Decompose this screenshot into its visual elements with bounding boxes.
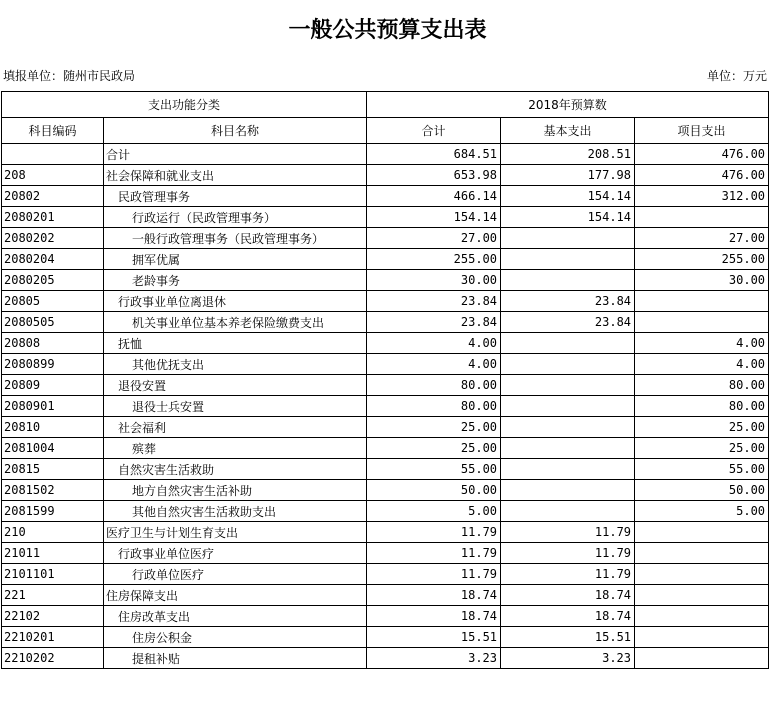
cell-name: 民政管理事务 <box>104 186 367 207</box>
cell-code <box>2 144 104 165</box>
cell-code: 20809 <box>2 375 104 396</box>
cell-project: 50.00 <box>635 480 769 501</box>
cell-project: 4.00 <box>635 333 769 354</box>
cell-basic: 23.84 <box>501 291 635 312</box>
cell-basic: 23.84 <box>501 312 635 333</box>
cell-code: 2080901 <box>2 396 104 417</box>
cell-code: 20805 <box>2 291 104 312</box>
cell-basic: 208.51 <box>501 144 635 165</box>
header-project: 项目支出 <box>635 118 769 144</box>
cell-name: 医疗卫生与计划生育支出 <box>104 522 367 543</box>
table-row <box>2 291 769 312</box>
cell-total: 23.84 <box>367 312 501 333</box>
cell-total: 50.00 <box>367 480 501 501</box>
cell-name: 合计 <box>104 144 367 165</box>
cell-project <box>635 207 769 228</box>
cell-project: 30.00 <box>635 270 769 291</box>
table-row <box>2 501 769 522</box>
cell-total: 27.00 <box>367 228 501 249</box>
cell-total: 653.98 <box>367 165 501 186</box>
cell-name: 机关事业单位基本养老保险缴费支出 <box>104 312 367 333</box>
cell-project: 55.00 <box>635 459 769 480</box>
cell-project: 476.00 <box>635 144 769 165</box>
cell-name: 社会福利 <box>104 417 367 438</box>
table-row <box>2 438 769 459</box>
cell-project <box>635 564 769 585</box>
cell-basic <box>501 501 635 522</box>
cell-project: 476.00 <box>635 165 769 186</box>
cell-name: 社会保障和就业支出 <box>104 165 367 186</box>
table-row <box>2 543 769 564</box>
cell-code: 20808 <box>2 333 104 354</box>
cell-name: 自然灾害生活救助 <box>104 459 367 480</box>
cell-name: 殡葬 <box>104 438 367 459</box>
cell-total: 5.00 <box>367 501 501 522</box>
table-row <box>2 396 769 417</box>
cell-name: 退役士兵安置 <box>104 396 367 417</box>
table-row <box>2 207 769 228</box>
cell-basic: 154.14 <box>501 186 635 207</box>
cell-code: 2080899 <box>2 354 104 375</box>
cell-code: 2101101 <box>2 564 104 585</box>
table-row <box>2 333 769 354</box>
cell-total: 3.23 <box>367 648 501 669</box>
cell-code: 2080202 <box>2 228 104 249</box>
table-row <box>2 417 769 438</box>
cell-basic <box>501 354 635 375</box>
cell-basic: 11.79 <box>501 543 635 564</box>
cell-basic <box>501 333 635 354</box>
cell-basic <box>501 249 635 270</box>
table-row <box>2 144 769 165</box>
cell-project: 255.00 <box>635 249 769 270</box>
header-row-group <box>2 92 769 118</box>
header-total: 合计 <box>367 118 501 144</box>
cell-project <box>635 627 769 648</box>
cell-project <box>635 606 769 627</box>
cell-total: 154.14 <box>367 207 501 228</box>
cell-total: 80.00 <box>367 375 501 396</box>
cell-project: 27.00 <box>635 228 769 249</box>
cell-code: 20810 <box>2 417 104 438</box>
cell-code: 22102 <box>2 606 104 627</box>
cell-basic: 3.23 <box>501 648 635 669</box>
cell-name: 行政事业单位医疗 <box>104 543 367 564</box>
table-row <box>2 522 769 543</box>
reporting-unit: 填报单位：随州市民政局 <box>3 69 136 83</box>
cell-name: 其他优抚支出 <box>104 354 367 375</box>
table-row <box>2 270 769 291</box>
cell-name: 地方自然灾害生活补助 <box>104 480 367 501</box>
cell-basic: 18.74 <box>501 606 635 627</box>
expenditure-table <box>1 91 769 669</box>
table-row <box>2 648 769 669</box>
table-row <box>2 564 769 585</box>
header-row-columns <box>2 118 769 144</box>
cell-name: 退役安置 <box>104 375 367 396</box>
cell-name: 行政单位医疗 <box>104 564 367 585</box>
cell-total: 80.00 <box>367 396 501 417</box>
cell-total: 15.51 <box>367 627 501 648</box>
cell-project: 25.00 <box>635 438 769 459</box>
table-body <box>2 144 769 669</box>
cell-total: 4.00 <box>367 354 501 375</box>
cell-name: 一般行政管理事务（民政管理事务） <box>104 228 367 249</box>
cell-project: 80.00 <box>635 396 769 417</box>
cell-basic: 154.14 <box>501 207 635 228</box>
cell-code: 2081599 <box>2 501 104 522</box>
header-name: 科目名称 <box>104 118 367 144</box>
cell-total: 11.79 <box>367 543 501 564</box>
cell-project: 5.00 <box>635 501 769 522</box>
cell-basic <box>501 396 635 417</box>
table-row <box>2 312 769 333</box>
cell-basic <box>501 459 635 480</box>
cell-code: 2210202 <box>2 648 104 669</box>
cell-basic: 11.79 <box>501 522 635 543</box>
cell-code: 2080201 <box>2 207 104 228</box>
cell-basic: 177.98 <box>501 165 635 186</box>
cell-basic: 11.79 <box>501 564 635 585</box>
cell-total: 55.00 <box>367 459 501 480</box>
cell-project: 80.00 <box>635 375 769 396</box>
cell-name: 住房公积金 <box>104 627 367 648</box>
header-basic: 基本支出 <box>501 118 635 144</box>
cell-code: 21011 <box>2 543 104 564</box>
cell-name: 老龄事务 <box>104 270 367 291</box>
cell-total: 4.00 <box>367 333 501 354</box>
cell-project <box>635 291 769 312</box>
cell-project <box>635 648 769 669</box>
cell-name: 住房改革支出 <box>104 606 367 627</box>
cell-project: 25.00 <box>635 417 769 438</box>
cell-project: 4.00 <box>635 354 769 375</box>
cell-project <box>635 312 769 333</box>
table-row <box>2 480 769 501</box>
cell-code: 2081502 <box>2 480 104 501</box>
cell-code: 2080205 <box>2 270 104 291</box>
table-row <box>2 249 769 270</box>
cell-name: 拥军优属 <box>104 249 367 270</box>
table-row <box>2 354 769 375</box>
table-row <box>2 585 769 606</box>
table-row <box>2 186 769 207</box>
cell-basic <box>501 228 635 249</box>
table-row <box>2 375 769 396</box>
header-budget-year: 2018年预算数 <box>367 92 769 118</box>
cell-basic <box>501 480 635 501</box>
header-code: 科目编码 <box>2 118 104 144</box>
cell-name: 行政事业单位离退休 <box>104 291 367 312</box>
cell-basic: 15.51 <box>501 627 635 648</box>
cell-total: 25.00 <box>367 417 501 438</box>
cell-basic <box>501 417 635 438</box>
cell-total: 466.14 <box>367 186 501 207</box>
cell-code: 2080505 <box>2 312 104 333</box>
cell-code: 2080204 <box>2 249 104 270</box>
cell-code: 2081004 <box>2 438 104 459</box>
cell-project: 312.00 <box>635 186 769 207</box>
cell-basic: 18.74 <box>501 585 635 606</box>
cell-basic <box>501 438 635 459</box>
cell-code: 210 <box>2 522 104 543</box>
currency-unit: 单位：万元 <box>706 69 767 83</box>
cell-project <box>635 522 769 543</box>
table-row <box>2 459 769 480</box>
cell-total: 18.74 <box>367 585 501 606</box>
cell-basic <box>501 270 635 291</box>
cell-name: 提租补贴 <box>104 648 367 669</box>
cell-total: 255.00 <box>367 249 501 270</box>
cell-code: 208 <box>2 165 104 186</box>
cell-name: 抚恤 <box>104 333 367 354</box>
cell-basic <box>501 375 635 396</box>
cell-total: 11.79 <box>367 522 501 543</box>
cell-code: 2210201 <box>2 627 104 648</box>
cell-project <box>635 585 769 606</box>
table-row <box>2 165 769 186</box>
table-row <box>2 627 769 648</box>
cell-code: 221 <box>2 585 104 606</box>
cell-total: 23.84 <box>367 291 501 312</box>
cell-total: 11.79 <box>367 564 501 585</box>
cell-project <box>635 543 769 564</box>
header-function-classification: 支出功能分类 <box>2 92 367 118</box>
cell-total: 18.74 <box>367 606 501 627</box>
page-title: 一般公共预算支出表 <box>288 18 487 43</box>
cell-name: 住房保障支出 <box>104 585 367 606</box>
cell-code: 20815 <box>2 459 104 480</box>
cell-name: 行政运行（民政管理事务） <box>104 207 367 228</box>
cell-total: 30.00 <box>367 270 501 291</box>
cell-total: 25.00 <box>367 438 501 459</box>
cell-total: 684.51 <box>367 144 501 165</box>
table-row <box>2 606 769 627</box>
cell-code: 20802 <box>2 186 104 207</box>
cell-name: 其他自然灾害生活救助支出 <box>104 501 367 522</box>
table-row <box>2 228 769 249</box>
